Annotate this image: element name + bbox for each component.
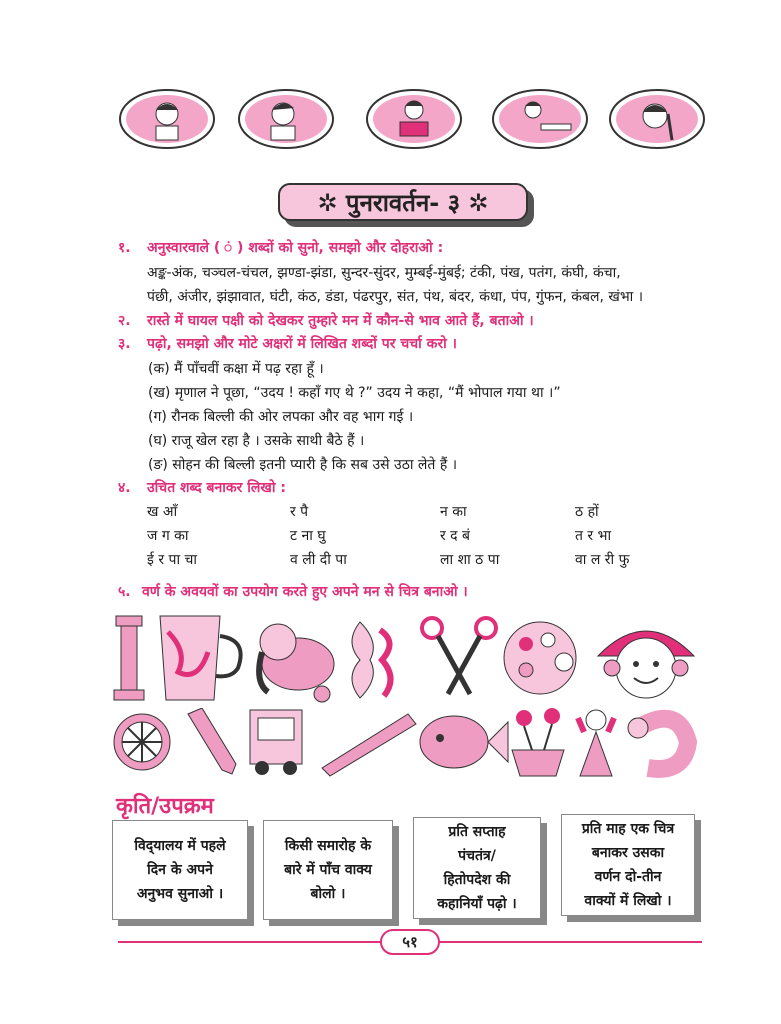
q5-prompt: वर्ण के अवयवों का उपयोग करते हुए अपने मन से चित्र बनाओ । — [142, 584, 468, 600]
letter-art-row-1 — [108, 612, 698, 704]
jumbled-word: र द बं — [440, 528, 471, 544]
footer-rule-left — [118, 941, 390, 943]
girl-smiling-portrait — [608, 88, 706, 150]
card-line: हितोपदेश की — [443, 872, 511, 888]
pillar-drawing — [114, 616, 144, 700]
footer-rule-right — [430, 941, 702, 943]
ruler-drawing — [322, 714, 416, 776]
jumbled-word: ला शा ठ पा — [440, 552, 500, 568]
card-line: बनाकर उसका — [591, 845, 665, 861]
card-line: बारे में पाँच वाक्य — [284, 862, 372, 878]
card-line: पंचतंत्र/ — [458, 848, 496, 864]
face-drawing — [598, 631, 694, 698]
activity-card-4 — [561, 814, 695, 916]
jumbled-word: त र भा — [575, 528, 612, 544]
q3-prompt: पढ़ो, समझो और मोटे अक्षरों में लिखित शब्दों पर चर्चा करो । — [147, 336, 457, 352]
card-line: विद्‌यालय में पहले — [134, 838, 226, 854]
activity-card-3 — [413, 817, 541, 919]
q1-line-1: अङ्क-अंक, चञ्चल-चंचल, झण्डा-झंडा, सुन्दर-सुंदर, मुम्बई-मुंबई; टंकी, पंख, पतंग, कंघी, कंचा, — [147, 265, 621, 281]
pencil-drawing — [188, 708, 236, 774]
card-line: बोलो । — [310, 886, 346, 902]
card-line: वाक्यों में लिखो । — [584, 893, 672, 909]
jumbled-word: न का — [440, 504, 467, 520]
q2-number: २. — [118, 313, 131, 329]
fish-drawing — [420, 716, 508, 768]
q3-sentence-4: (घ) राजू खेल रहा है । उसके साथी बैठे हैं । — [148, 433, 365, 449]
girl-reading-portrait — [365, 88, 463, 150]
card-line: अनुभव सुनाओ । — [136, 886, 224, 902]
card-line: प्रति माह एक चित्र — [581, 821, 675, 837]
activity-card-2 — [263, 820, 393, 920]
girl-figure-drawing — [578, 710, 614, 776]
jumbled-word: ठ हों — [575, 504, 599, 520]
boy-speaking-portrait — [237, 88, 335, 150]
q1-line-2: पंछी, अंजीर, झंझावात, घंटी, कंठ, डंडा, पंढरपुर, संत, पंथ, बंदर, कंधा, पंप, गुंफन, कंबल, खंभा । — [147, 289, 644, 305]
section-title-text: ✲ पुनरावर्तन- ३ ✲ — [278, 183, 528, 221]
q3-sentence-5: (ङ) सोहन की बिल्ली इतनी प्यारी है कि सब उसे उठा लेते हैं । — [148, 457, 458, 473]
card-line: दिन के अपने — [147, 862, 213, 878]
activity-card-1 — [112, 820, 248, 920]
elephant-drawing — [259, 624, 334, 702]
page-number: ५१ — [380, 929, 440, 955]
letter-art-row-2 — [108, 708, 698, 778]
worm-drawing — [628, 718, 688, 769]
scissors-drawing — [422, 618, 496, 694]
letter-shape-drawing — [352, 622, 391, 698]
q1-number: १. — [118, 240, 131, 256]
palette-drawing — [504, 622, 576, 694]
boy-listening-portrait — [118, 88, 216, 150]
card-line: वर्णन दो-तीन — [594, 869, 662, 885]
jumbled-word: ट ना घु — [290, 528, 326, 544]
card-line: कहानियाँ पढ़ो । — [437, 896, 517, 912]
wheel-drawing — [114, 714, 170, 770]
q3-sentence-1: (क) मैं पाँचवीं कक्षा में पढ़ रहा हूँ । — [148, 361, 324, 377]
jumbled-word: ज ग का — [147, 528, 189, 544]
jumbled-word: ई र पा चा — [147, 552, 198, 568]
q2-prompt: रास्ते में घायल पक्षी को देखकर तुम्हारे मन में कौन-से भाव आते हैं, बताओ । — [147, 313, 534, 329]
jumbled-word: वा ल री फु — [575, 552, 630, 568]
q5-number: ५. — [118, 584, 131, 600]
flower-pot-drawing — [512, 708, 564, 776]
girl-writing-portrait — [491, 88, 589, 150]
q1-prompt: अनुस्वारवाले ( ं ) शब्दों को सुनो, समझो और दोहराओ : — [147, 240, 444, 256]
activity-heading: कृति/उपक्रम — [116, 794, 214, 819]
q4-number: ४. — [118, 480, 131, 496]
q4-prompt: उचित शब्द बनाकर लिखो : — [147, 480, 286, 496]
section-title — [278, 183, 536, 227]
jumbled-word: ख आँ — [147, 504, 178, 520]
card-line: किसी समारोह के — [284, 838, 372, 854]
truck-drawing — [250, 710, 302, 775]
cup-drawing — [160, 616, 241, 700]
q3-sentence-2: (ख) मृणाल ने पूछा, “उदय ! कहाँ गए थे ?” उदय ने कहा, “मैं भोपाल गया था ।” — [148, 385, 561, 401]
q3-number: ३. — [118, 336, 131, 352]
q3-sentence-3: (ग) रौनक बिल्ली की ओर लपका और वह भाग गई । — [148, 409, 414, 425]
jumbled-word: र पै — [290, 504, 309, 520]
jumbled-word: व ली दी पा — [290, 552, 347, 568]
card-line: प्रति सप्ताह — [448, 824, 506, 840]
